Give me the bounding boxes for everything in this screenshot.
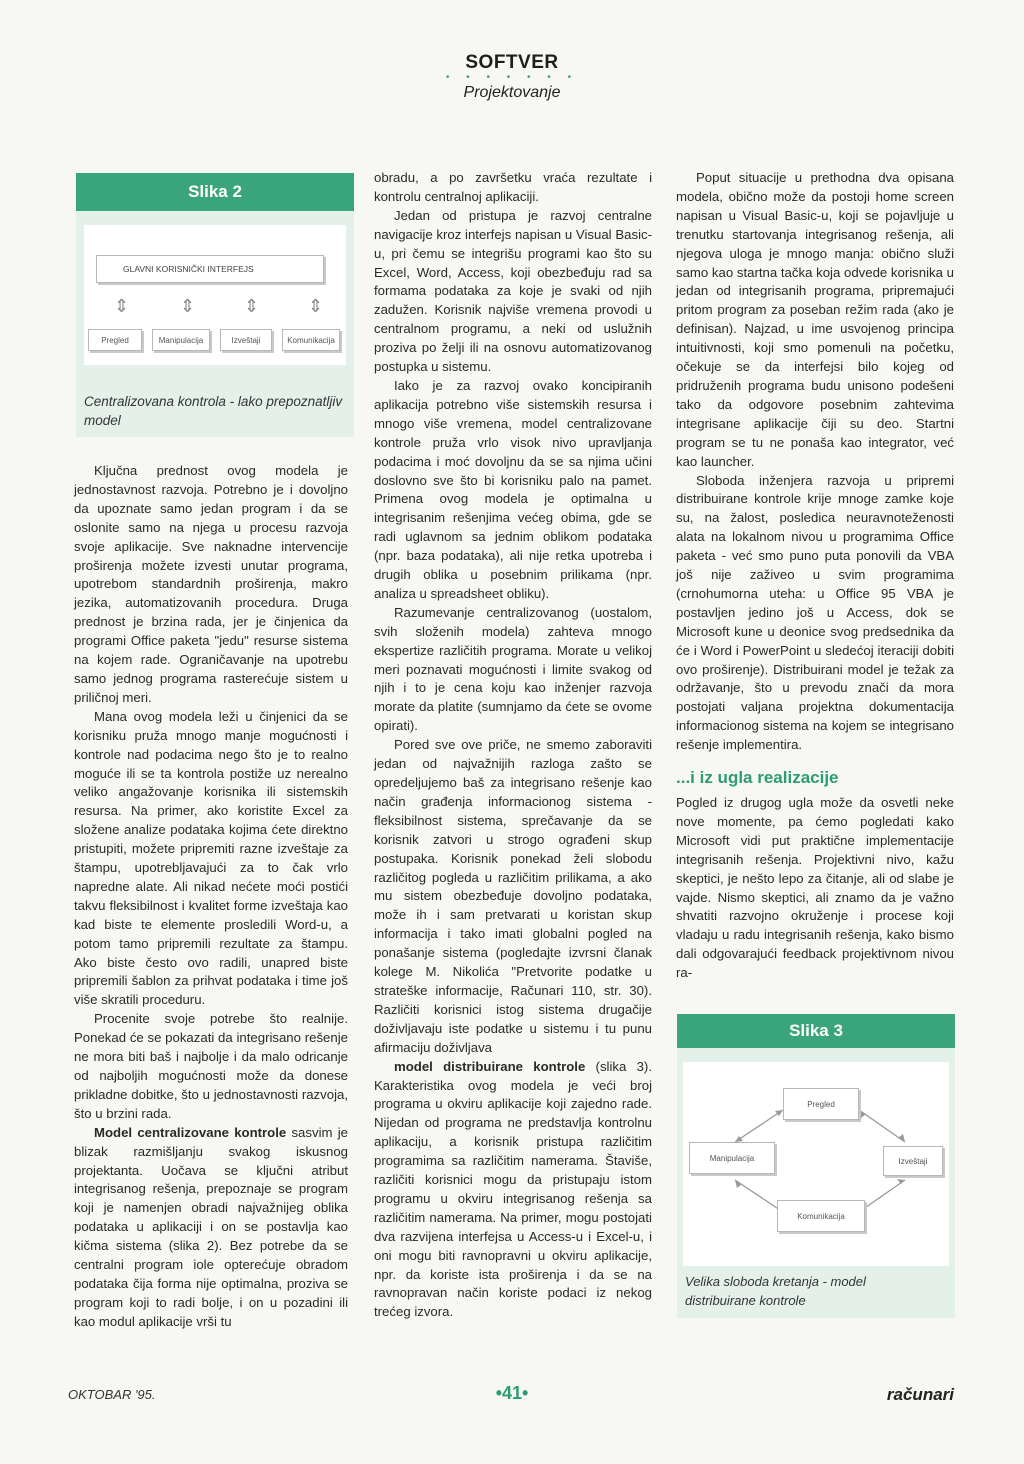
figure-2-diagram: [84, 225, 346, 365]
box-izvestaji-3: Izveštaji: [883, 1146, 943, 1176]
arrow-1-icon: ⇕: [114, 296, 130, 316]
box-manipulacija: Manipulacija: [152, 329, 210, 351]
col1-term-bold: Model centralizovane kontrole: [94, 1124, 287, 1140]
col1-paragraph-2: Mana ovog modela leži u činjenici da se korisniku pruža mnogo manje mogućnosti i kontrole nad podacima nego što je to realno moguće ili se ta kontrola postiže uz nerealno veliko angažovanje korisnika ili sistemskih resursa. Na primer, ako koristite Excel za složene analize podataka kojima ćete direktno pristupiti, možete pripremiti razne izveštaje za štampu, upotrebljavajući za to čak vrlo napredne alate. Ali nikad nećete moći postići takvu fleksibilnost i kvalitet forme izveštaja kao kad biste te elemente prosledili Word-u, a potom tamo pripremili rezultate za štampu. Ako biste često ovo radili, unapred biste pripremili šablon za prihvat podataka i time još više skratili proceduru.: [74, 708, 348, 1008]
col1-paragraph-4: [74, 1124, 348, 1332]
subheading: ...i iz ugla realizacije: [676, 768, 839, 788]
col1-paragraph-4-text: sasvim je blizak razmišljanju svakog iskusnog projektanta. Uočava se ključni atribut integrisanog rešenja, prepoznaje se program koji je namenjen obradi najvažnijeg oblika podataka u aplikaciji i on se postavlja kao kičma sistema (slika 2). Bez potrebe da se centralni program iole opterećuje obradom podataka čija forma nije optimalna, proziva se program koji to radi bolje, i on u pozadini ili kao modul aplikacije vrši tu: [74, 1124, 348, 1329]
col2-paragraph-4: Razumevanje centralizovanog (uostalom, svih složenih modela) zahteva mnogo ekspertize različitih programa. Morate u velikoj meri poznavati mogućnosti i limite svakog od njih i to je cena koju kao inženjer razvoja morate da platite (sumnjamo da ćete se ovome opirati).: [374, 604, 652, 734]
box-pregled: Pregled: [88, 329, 142, 351]
decorative-dots: • • • • • • •: [445, 72, 579, 83]
box-komunikacija-3: Komunikacija: [777, 1200, 865, 1232]
arrow-3-icon: ⇕: [244, 296, 260, 316]
arrow-4-icon: ⇕: [308, 296, 324, 316]
box-pregled-3: Pregled: [783, 1088, 859, 1120]
magazine-name: računari: [886, 1385, 954, 1404]
figure-3-diagram: [683, 1062, 949, 1266]
column-1: [74, 462, 348, 1332]
box-izvestaji: Izveštaji: [220, 329, 272, 351]
col3-paragraph-2: Sloboda inženjera razvoja u pripremi distribuirane kontrole krije mnoge zamke koje su, na žalost, posledica neuravnoteženosti alata na lokalnom nivou u programima Office paketa - već smo puno puta ponovili da VBA još nije zaživeo u svim programima (crnohumorna uteha: u Office 95 VBA je postavljen jedino još u Access, dok se Microsoft kune u deonice svog predsednika da će i Word i PowerPoint u sledećoj iteraciji dobiti ovo proširenje). Distribuirani model je težak za održavanje, što u prevodu znači da mora postojati valjana projektna dokumentacija informacionog sistema na kojem se integrisano rešenje implementira.: [676, 472, 954, 753]
col3-paragraph-1: Poput situacije u prethodna dva opisana modela, obično može da postoji home screen napisan u Visual Basic-u, koji se pojavljuje u trenutku startovanja integrisanog rešenja, ali njegova uloga je mnogo manja: obično služi samo kao startna tačka koja odvede korisnika u jedan od integrisanih programa, pripremajući pritom program za poseban režim rada (ako je definisan). Najzad, u ime usvojenog principa intuitivnosti, koji smo pomenuli na početku, očekuje se da interfejsi bilo kojeg od pridruženih programa budu unisono podešeni tako da odgovore posebnim zahtevima integrisane aplikacije čiji su deo. Startni program se tu ne ponaša kao integrator, već kao launcher.: [676, 170, 954, 469]
arrow-2-icon: ⇕: [180, 296, 196, 316]
figure-3: [677, 1014, 955, 1318]
footer-date: OKTOBAR '95.: [68, 1387, 156, 1402]
col2-paragraph-3: Iako je za razvoj ovako koncipiranih aplikacija potrebno više sistemskih resursa i mnogo više vremena, model centralizovane kontrole pruža vrlo visok nivo upravljanja podacima i moć dovoljnu da se sa njima učini doslovno sve što bi korisniku palo na pamet. Primena ovog modela je optimalna u integrisanim rešenjima većeg obima, gde se radi uglavnom sa jednim oblikom podataka (npr. baza podataka), ali nije retka upotreba i drugih oblika u posebnim prilikama (npr. analiza u spreadsheet obliku).: [374, 377, 652, 601]
box-komunikacija: Komunikacija: [282, 329, 340, 351]
figure-2-caption: Centralizovana kontrola - lako prepoznatljiv model: [84, 394, 343, 428]
main-interface-box: GLAVNI KORISNIČKI INTERFEJS: [96, 255, 324, 283]
figure-2-title: Slika 2: [76, 173, 354, 211]
col3-paragraph-3: Pogled iz drugog ugla može da osvetli neke nove momente, pa ćemo pogledati kako Microsoft vidi put praktične implementacije integrisanih rešenja. Projektivni nivo, kažu skeptici, je nešto lepo za čitanje, ali od slabe je vajde. Nismo skeptici, ali znamo da je važno shvatiti razvojno okruženje i procese koji vladaju u radu integrisanih rešenja, kako bismo dali odgovarajući feedback projektivnom nivou ra-: [676, 795, 954, 981]
column-3: [676, 169, 954, 983]
col2-paragraph-6: [374, 1058, 652, 1323]
col1-paragraph-3: Procenite svoje potrebe što realnije. Ponekad će se pokazati da integrisano rešenje ne mora biti baš i najbolje i da malo odricanje od najboljih mogućnosti može da donese prikladne dobitke, što u jednostavnosti razvoja, što u brzini rada.: [74, 1011, 348, 1121]
column-2: [374, 169, 652, 1322]
figure-3-caption: Velika sloboda kretanja - model distribuirane kontrole: [685, 1274, 866, 1308]
col2-paragraph-1: obradu, a po završetku vraća rezultate i kontrolu centralnoj aplikaciji.: [374, 170, 652, 204]
box-manipulacija-3: Manipulacija: [689, 1142, 775, 1174]
figure-3-title: Slika 3: [677, 1014, 955, 1048]
figure-2: [76, 173, 354, 437]
col2-paragraph-2: Jedan od pristupa je razvoj centralne navigacije kroz interfejs napisan u Visual Basic-u, pri čemu se integrišu programi kao što su Excel, Word, Access, koji obezbeđuju rad sa formama podataka za koje je svaki od njih zadužen. Korisnik najviše vremena provodi u centralnom programu, a neki od uslužnih proziva po želji ili na osnovu automatizovanog postupka u sistemu.: [374, 207, 652, 375]
section-title: SOFTVER: [465, 52, 559, 73]
page-number: •41•: [495, 1383, 529, 1403]
section-subtitle: Projektovanje: [463, 84, 561, 101]
col2-paragraph-6-text: (slika 3). Karakteristika ovog modela je veći broj programa u okviru aplikacije koji zajedno rade. Nijedan od programa ne predstavlja kontrolnu aplikaciju, a korisnik pristupa različitim programima sa različitim namerama. Štaviše, različiti korisnici mogu da pristupaju istom programu u okviru integrisanog rešenja sa različitim namerama. Na primer, mogu postojati dva razvijena interfejsa u Access-u i Excel-u, i oni mogu biti ravnopravni u okviru aplikacije, npr. da koriste ista proširenja i da se na ravnopravan način koriste podaci iz nekog trećeg izvora.: [374, 1058, 652, 1320]
col2-term-bold: model distribuirane kontrole: [394, 1058, 586, 1074]
col1-paragraph-1: Ključna prednost ovog modela je jednostavnost razvoja. Potrebno je i dovoljno da upoznate samo jedan program i da se oslonite samo na njega u procesu razvoja svoje aplikacije. Sve naknadne intervencije proširenja možete izvesti unutar programa, upotrebom standardnih proširenja, makro jezika, automatizovanih procedura. Druga prednost je brzina rada, jer je činjenica da programi Office paketa "jedu" resurse sistema na kojem rade. Ograničavanje na upotrebu samo jednog programa rasterećuje sistem u priličnoj meri.: [74, 463, 348, 705]
col2-paragraph-5: Pored sve ove priče, ne smemo zaboraviti jedan od najvažnijih razloga zašto se opredeljujemo baš za integrisano rešenje kao način građenja informacionog sistema - fleksibilnost sistema, sprečavanje da se korisnik zatvori u strogo ograđeni skup postupaka. Korisnik ponekad želi slobodu različitog pogleda u različitim prilikama, a ako mu sistem obezbeđuje dovoljno podataka, može ih i sam pretvarati u koristan skup informacija i tako imati globalni pogled na ponašanje sistema (pogledajte izvrsni članak kolege M. Nikolića "Pretvorite podatke u strateške informacije, Računari 110, str. 30). Različiti korisnici istog sistema drugačije doživljavaju iste podatke u sistemu i tu punu afirmaciju doživljava: [374, 737, 652, 1055]
